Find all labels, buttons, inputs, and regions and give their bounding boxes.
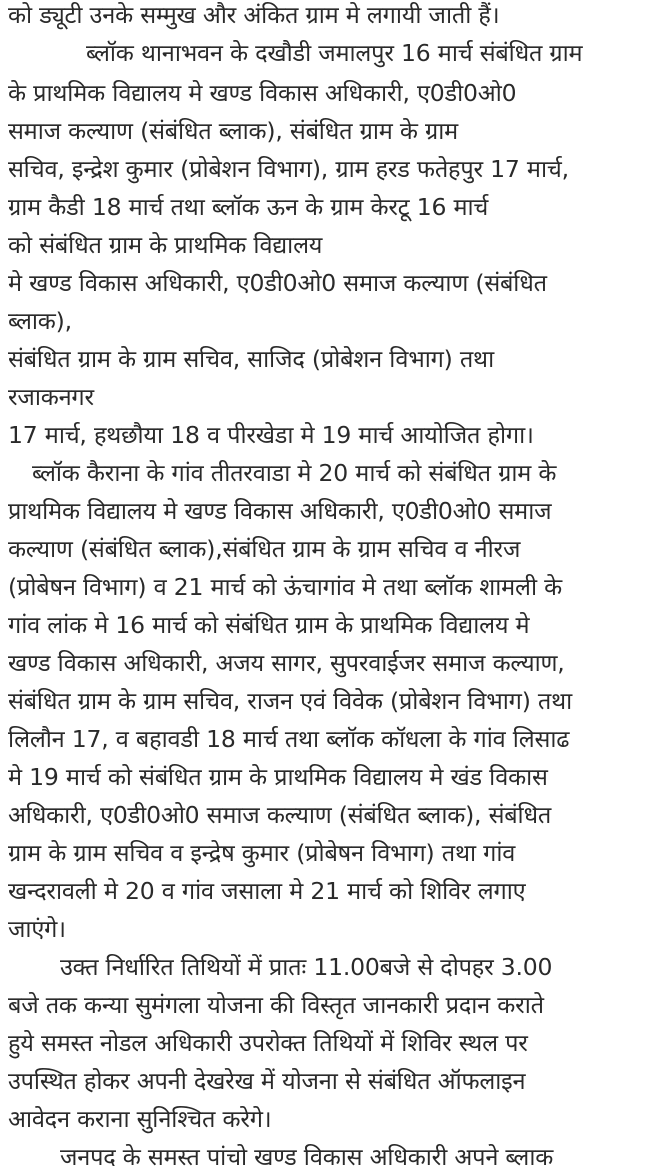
text-line: प्राथमिक विद्यालय मे खण्ड विकास अधिकारी, ए0डी0ओ0 समाज: [8, 497, 552, 525]
text-line: बजे तक कन्या सुमंगला योजना की विस्तृत जानकारी प्रदान कराते: [8, 991, 544, 1019]
text-line: हुये समस्त नोडल अधिकारी उपरोक्त तिथियों में शिविर स्थल पर: [8, 1029, 528, 1057]
text-line: आवेदन कराना सुनिश्चित करेगे।: [8, 1105, 272, 1133]
paragraph-start-line: ब्लॉक कैराना के गांव तीतरवाडा मे 20 मार्च को संबंधित ग्राम के: [32, 459, 557, 487]
paragraph-start-line: उक्त निर्धारित तिथियों में प्रातः 11.00बजे से दोपहर 3.00: [60, 953, 553, 981]
text-line: उपस्थित होकर अपनी देखरेख में योजना से संबंधित ऑफलाइन: [8, 1067, 526, 1095]
text-line: मे खण्ड विकास अधिकारी, ए0डी0ओ0 समाज कल्याण (संबंधित: [8, 269, 547, 297]
text-line: ग्राम कैडी 18 मार्च तथा ब्लॉक ऊन के ग्राम केरटू 16 मार्च: [8, 193, 489, 221]
text-line: जाएंगे।: [8, 915, 66, 943]
text-line: को संबंधित ग्राम के प्राथमिक विद्यालय: [8, 231, 323, 259]
text-line: सचिव, इन्द्रेश कुमार (प्रोबेशन विभाग), ग्राम हरड फतेहपुर 17 मार्च,: [8, 155, 569, 183]
text-line: समाज कल्याण (संबंधित ब्लाक), संबंधित ग्राम के ग्राम: [8, 117, 458, 145]
text-line: मे 19 मार्च को संबंधित ग्राम के प्राथमिक विद्यालय मे खंड विकास: [8, 763, 548, 791]
text-line: संबंधित ग्राम के ग्राम सचिव, साजिद (प्रोबेशन विभाग) तथा: [8, 345, 494, 373]
text-line: 17 मार्च, हथछौया 18 व पीरखेडा मे 19 मार्च आयोजित होगा।: [8, 421, 534, 449]
paragraph-start-line: जनपद के समस्त पांचो खण्ड विकास अधिकारी अपने ब्लाक: [60, 1143, 554, 1166]
text-line: (प्रोबेषन विभाग) व 21 मार्च को ऊंचागांव मे तथा ब्लॉक शामली के: [8, 573, 562, 601]
text-line: संबंधित ग्राम के ग्राम सचिव, राजन एवं विवेक (प्रोबेशन विभाग) तथा: [8, 687, 573, 715]
paragraph-start-line: ब्लॉक थानाभवन के दखौडी जमालपुर 16 मार्च संबंधित ग्राम: [86, 39, 583, 67]
text-line: खण्ड विकास अधिकारी, अजय सागर, सुपरवाईजर समाज कल्याण,: [8, 649, 565, 677]
text-line: ब्लाक),: [8, 307, 72, 335]
text-line: के प्राथमिक विद्यालय मे खण्ड विकास अधिकारी, ए0डी0ओ0: [8, 79, 517, 107]
text-line: गांव लांक मे 16 मार्च को संबंधित ग्राम के प्राथमिक विद्यालय मे: [8, 611, 530, 639]
text-line: को ड्यूटी उनके सम्मुख और अंकित ग्राम मे लगायी जाती हैं।: [8, 1, 500, 29]
text-line: रजाकनगर: [8, 383, 94, 411]
text-line: कल्याण (संबंधित ब्लाक),संबंधित ग्राम के ग्राम सचिव व नीरज: [8, 535, 521, 563]
text-line: ग्राम के ग्राम सचिव व इन्द्रेष कुमार (प्रोबेषन विभाग) तथा गांव: [8, 839, 516, 867]
text-line: लिलौन 17, व बहावडी 18 मार्च तथा ब्लॉक कॉधला के गांव लिसाढ: [8, 725, 570, 753]
text-line: खन्दरावली मे 20 व गांव जसाला मे 21 मार्च को शिविर लगाए: [8, 877, 526, 905]
text-line: अधिकारी, ए0डी0ओ0 समाज कल्याण (संबंधित ब्लाक), संबंधित: [8, 801, 552, 829]
